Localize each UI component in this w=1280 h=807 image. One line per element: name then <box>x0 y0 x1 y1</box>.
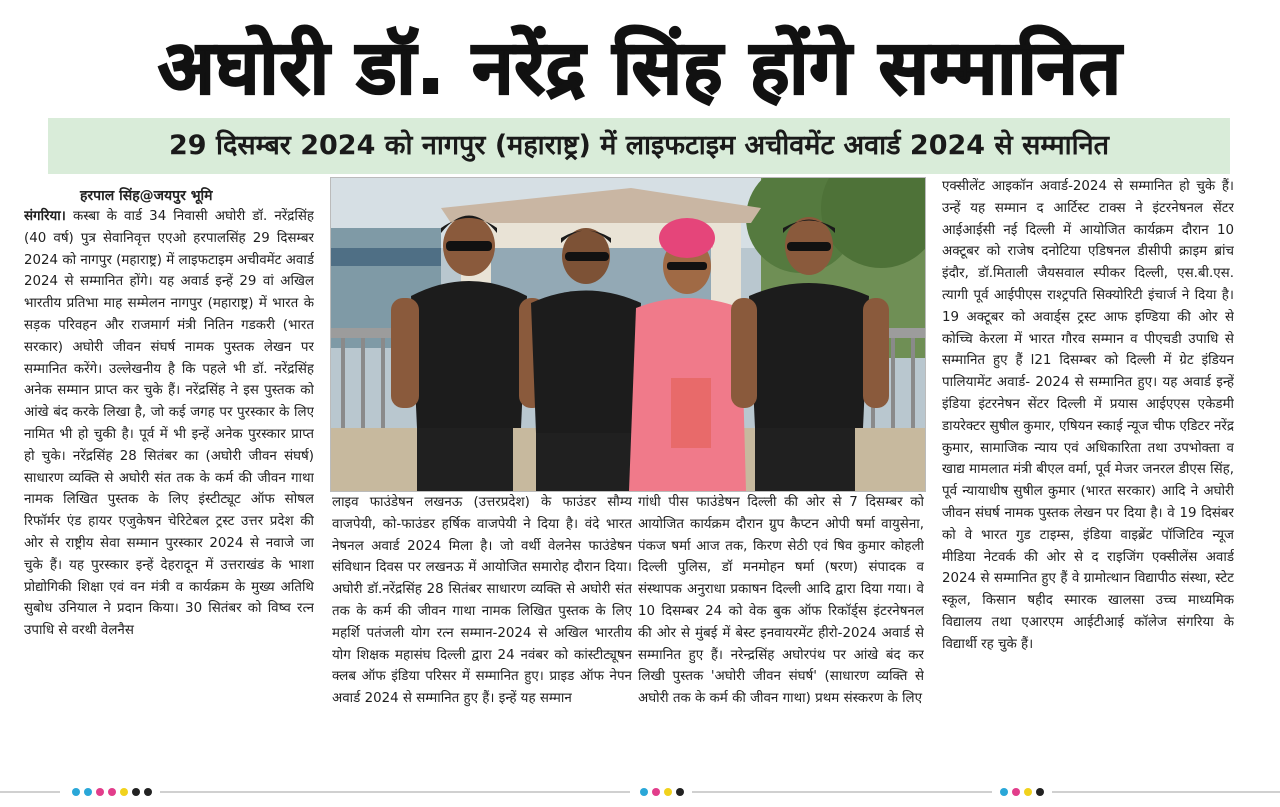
color-dot <box>652 788 660 796</box>
article-column-2: लाइव फाउंडेषन लखनऊ (उत्तरप्रदेश) के फाउंडर सौम्य वाजपेयी, को-फाउंडर हर्षिक वाजपेयी ने दिया है। वंदे भारत नेषनल अवार्ड 2024 मिला है। जो वर्थी वेलनेस फाउंडेषन संविधान दिवस पर लखनऊ में आयोजित समारोह दौरान दिया। अघोरी डॉ.नरेंद्रसिंह 28 सितंबर साधारण व्यक्ति से अघोरी संत तक के कर्म की जीवन गाथा नामक लिखित पुस्तक के लिए महर्शि पतंजली योग रत्न सम्मान-2024 से अखिल भारतीय योग शिक्षक महासंघ दिल्ली द्वारा 24 नवंबर को कांस्टीट्यूषन क्लब ऑफ इंडिया परिसर में सम्मानित हुए। प्राइड ऑफ नेपन अवार्ड 2024 से सम्मानित हुए हैं। इन्हें यह सम्मान <box>332 495 632 707</box>
color-dot <box>132 788 140 796</box>
color-dot <box>1036 788 1044 796</box>
byline: हरपाल सिंह@जयपुर भूमि <box>80 188 213 204</box>
news-photo <box>330 177 926 492</box>
page-footer-rule <box>0 786 1280 798</box>
dateline: संगरिया। <box>24 209 66 224</box>
color-dot <box>1000 788 1008 796</box>
color-dot <box>664 788 672 796</box>
color-dot <box>144 788 152 796</box>
footer-rule-middle <box>160 791 630 793</box>
color-dot <box>96 788 104 796</box>
color-dot <box>676 788 684 796</box>
footer-rule-end <box>1052 791 1280 793</box>
article-column-1 <box>24 206 314 774</box>
headline: अघोरी डॉ. नरेंद्र सिंह होंगे सम्मानित <box>158 25 1122 111</box>
color-dot <box>1012 788 1020 796</box>
subheadline: 29 दिसम्बर 2024 को नागपुर (महाराष्ट्र) में लाइफटाइम अचीवमेंट अवार्ड 2024 से सम्मानित <box>48 118 1230 174</box>
footer-rule-left <box>0 791 60 793</box>
article-column-4: एक्सीलेंट आइकॉन अवार्ड-2024 से सम्मानित हो चुके हैं। उन्हें यह सम्मान द आर्टिस्ट टाक्स ने इंटरनेषनल सेंटर आईआईसी नई दिल्ली में आयोजित कार्यक्रम दौरान 10 अक्टूबर को राजेष दनोटिया एडिषनल डीसीपी क्राइम ब्रांच इंदौर, डॉ.मिताली जैयसवाल स्पीकर दिल्ली, एस.बी.एस. त्यागी पूर्व आईपीएस राश्ट्रपति सिक्योरिटी इंचार्ज ने दिया है। 19 अक्टूबर को अवार्ड्स ट्रस्ट आफ इण्डिया की ओर से कोच्चि केरला में भारत गौरव सम्मान व पीएचडी उपाधि से सम्मानित हुए हैं l21 दिसम्बर को दिल्ली में ग्रेट इंडियन पालियामेंट अवार्ड- 2024 से सम्मानित हुए। यह अवार्ड इन्हें इंडिया इंटरनेषन सेंटर दिल्ली में प्रयास आईएएस एकेडमी डायरेक्टर सुषील कुमार, एषियन स्काई न्यूज चीफ एडिटर नरेंद्र कुमार, सामाजिक न्याय एवं अधिकारिता तथा उपभोक्ता व खाद्य मामलात मंत्री बीएल वर्मा, पूर्व मेजर जनरल डीएस सिंह, पूर्व न्यायाधीष सुषील कुमार (भारत सरकार) आदि ने अघोरी जीवन संघर्ष नामक पुस्तक लेखन पर दिया है। वे 19 दिसंबर को वे भारत गुड टाइम्स, इंडिया वाइब्रेंट पॉजिटिव न्यूज मीडिया नेटवर्क की ओर से द राइजिंग एक्सीलेंस अवार्ड 2024 से सम्मानित हुए हैं वे ग्रामोत्थान विद्यापीठ संस्था, स्टेट स्कूल, किसान षहीद स्मारक खालसा उच्च माध्यमिक विद्यालय तथा एआरएम आईटीआई कॉलेज संगरिया के विद्यार्थी रह चुके हैं। <box>942 179 1234 652</box>
color-dot <box>120 788 128 796</box>
color-dot <box>1024 788 1032 796</box>
color-dot <box>84 788 92 796</box>
color-dot <box>108 788 116 796</box>
article-column-1-text: कस्बा के वार्ड 34 निवासी अघोरी डॉ. नरेंद्रसिंह (40 वर्ष) पुत्र सेवानिवृत्त एएओ हरपालसिंह 29 दिसम्बर 2024 को नागपुर (महाराष्ट्र) में लाइफटाइम अचीवमेंट अवार्ड 2024 से सम्मानित होंगे। यह अवार्ड इन्हें 29 वां अखिल भारतीय प्रतिभा माह सम्मेलन नागपुर (महाराष्ट्र) में भारत के सड़क परिवहन और राजमार्ग मंत्री नितिन गडकरी (भारत सरकार) अघोरी जीवन संघर्ष नामक पुस्तक लेखन पर सम्मानित करेंगे। उल्लेखनीय है कि पहले भी डॉ. नरेंद्रसिंह अनेक सम्मान प्राप्त कर चुके हैं। नरेंद्रसिंह ने इस पुस्तक को आंखे बंद करके लिखा है, जो कई जगह पर पुरस्कार के लिए नामित भी हो चुकी है। पूर्व में भी इन्हें अनेक पुरस्कार प्राप्त हो चुके। नरेंद्रसिंह 28 सितंबर का (अघोरी जीवन संघर्ष) साधारण व्यक्ति से अघोरी संत तक के कर्म की जीवन गाथा नामक लिखित पुस्तक के लिए इंस्टीट्यूट ऑफ सोषल रिफॉर्मर एंड हायर एजुकेषन चेरिटेबल ट्रस्ट उत्तर प्रदेश की ओर से राष्ट्रीय सेवा सम्मान पुरस्कार 2024 से नवाजे जा चुके हैं। यह पुरस्कार इन्हें देहरादून में उत्तराखंड के भाशा प्रोद्योगिकी शिक्षा एवं वन मंत्री व कार्यक्रम के मुख्य अतिथि सुबोध उनियाल ने प्रदान किया। 30 सितंबर को विष्व रत्न उपाधि से वरथी वेलनैस <box>24 209 314 639</box>
color-dot <box>72 788 80 796</box>
article-column-3: गांधी पीस फाउंडेषन दिल्ली की ओर से 7 दिसम्बर को आयोजित कार्यक्रम दौरान ग्रुप कैप्टन ओपी षर्मा वायुसेना, पंकज षर्मा आज तक, किरण सेठी एवं षिव कुमार कोहली दिल्ली पुलिस, डॉ मनमोहन षर्मा (षरण) संपादक व संस्थापक अनुराधा प्रकाषन दिल्ली आदि द्वारा दिया गया। वे 10 दिसम्बर 24 को वेक बुक ऑफ रिकॉर्ड्स इंटरनेषनल की ओर से मुंबई में बेस्ट इनवायरमेंट हीरो-2024 अवार्ड से सम्मानित हुए हैं। नरेन्द्रसिंह अघोरपंथ पर आंखे बंद कर लिखी पुस्तक 'अघोरी जीवन संघर्ष' (साधारण व्यक्ति से अघोरी तक के कर्म की जीवन गाथा) प्रथम संस्करण के लिए <box>638 495 924 707</box>
color-dot <box>640 788 648 796</box>
footer-rule-right <box>692 791 992 793</box>
